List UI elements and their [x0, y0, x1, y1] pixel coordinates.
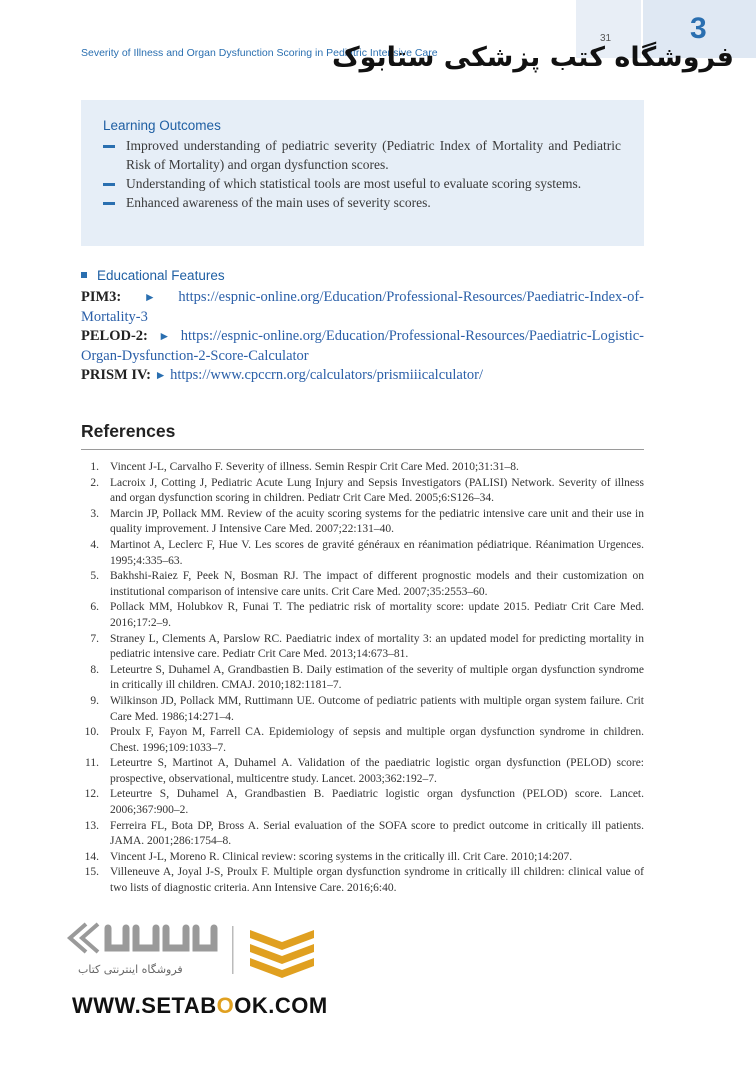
educational-features-label: Educational Features [97, 268, 225, 283]
reference-text: Martinot A, Leclerc F, Hue V. Les scores de gravité généraux en réanimation pédiatrique. Réanimation Urgences. 1995;4:335–63. [110, 538, 644, 567]
reference-text: Vincent J-L, Moreno R. Clinical review: scoring systems in the critically ill. Crit Care. 2010;14:207. [110, 850, 573, 863]
reference-text: Bakhshi-Raiez F, Peek N, Bosman RJ. The impact of different prognostic models and their customization on institutional comparison of intensive care units. Crit Care Med. 2007;35:2553–60. [110, 570, 644, 598]
reference-text: Proulx F, Fayon M, Farrell CA. Epidemiology of sepsis and multiple organ dysfunction syndrome in children. Chest. 1996;109:1033–7. [110, 726, 644, 754]
reference-number: 3. [90, 507, 99, 520]
reference-text: Leteurtre S, Martinot A, Duhamel A. Validation of the paediatric logistic organ dysfunction (PELOD) score: prospective, observational, multicentre study. Lancet. 2003;362:192–7. [110, 757, 644, 785]
learning-outcomes-box [81, 100, 644, 246]
outcome-item [103, 136, 621, 174]
educational-links [81, 288, 644, 386]
arrow-right-icon: ► [143, 290, 156, 304]
reference-item [81, 538, 644, 569]
reference-item [81, 694, 644, 725]
reference-number: 5. [90, 570, 99, 583]
reference-item [81, 756, 644, 787]
reference-text: Leteurtre S, Duhamel A, Grandbastien B. Daily estimation of the severity of multiple organ dysfunction syndrome in critically ill children. CMAJ. 2010;182:1181–7. [110, 663, 644, 692]
reference-text: Ferreira FL, Bota DP, Bross A. Serial evaluation of the SOFA score to predict outcome in critically ill patients. JAMA. 2001;286:1754–8. [110, 819, 644, 848]
reference-number: 2. [90, 476, 99, 489]
link-row-pelod2 [81, 327, 644, 366]
logo-url [72, 993, 328, 1019]
reference-item [81, 787, 644, 818]
reference-text: Marcin JP, Pollack MM. Review of the acuity scoring systems for the pediatric intensive care unit and their use in quality improvement. J Intensive Care Med. 2007;22:131–40. [110, 507, 644, 536]
link-label: PELOD-2: [81, 328, 148, 344]
reference-number: 14. [84, 850, 99, 863]
reference-number: 10. [84, 726, 99, 739]
outcome-text: Enhanced awareness of the main uses of severity scores. [126, 195, 431, 210]
square-bullet-icon [81, 272, 87, 278]
reference-item [81, 865, 644, 896]
reference-item [81, 663, 644, 694]
link-prism4[interactable]: https://www.cpccrn.org/calculators/prismiiicalculator/ [170, 367, 483, 383]
logo-subtitle: فروشگاه اینترنتی کتاب [78, 963, 183, 976]
book-stack-icon [250, 930, 314, 978]
reference-number: 9. [90, 694, 99, 707]
reference-number: 12. [84, 788, 99, 801]
logo-url-suffix: OK.COM [234, 993, 328, 1018]
link-pim3[interactable]: https://espnic-online.org/Education/Professional-Resources/Paediatric-Index-of-Mortality-3 [81, 289, 644, 325]
reference-item [81, 507, 644, 538]
link-label: PIM3: [81, 289, 122, 305]
outcome-text: Understanding of which statistical tools are most useful to evaluate scoring systems. [126, 176, 582, 191]
bullet-dash-icon [103, 202, 115, 205]
references-title: References [81, 421, 176, 441]
reference-number: 1. [90, 461, 99, 473]
educational-features-title [81, 268, 225, 283]
reference-number: 11. [85, 757, 99, 770]
reference-text: Straney L, Clements A, Parslow RC. Paediatric index of mortality 3: an updated model for predicting mortality in pediatric intensive care. Pediatr Crit Care Med. 2013;14:673–81. [110, 632, 644, 661]
running-title: Severity of Illness and Organ Dysfunction Scoring in Pediatric Intensive Care [81, 47, 438, 59]
page-number: 31 [600, 33, 612, 44]
reference-number: 8. [90, 663, 99, 676]
reference-text: Pollack MM, Holubkov R, Funai T. The pediatric risk of mortality score: update 2015. Pediatr Crit Care Med. 2016;17:2–9. [110, 601, 644, 629]
logo-wordmark-icon [108, 928, 214, 948]
reference-item [81, 850, 644, 866]
reference-number: 4. [90, 538, 99, 551]
reference-item [81, 569, 644, 600]
reference-number: 13. [84, 819, 99, 832]
reference-text: Villeneuve A, Joyal J-S, Proulx F. Multiple organ dysfunction syndrome in critically ill children: clinical value of two lists of diagnostic criteria. Ann Intensive Care. 2016;6:40. [110, 866, 644, 895]
reference-number: 7. [90, 632, 99, 645]
outcome-item [103, 174, 621, 193]
link-row-prism4 [81, 366, 644, 386]
reference-text: Lacroix J, Cotting J, Pediatric Acute Lung Injury and Sepsis Investigators (PALISI) Network. Severity of illness and organ dysfunction scoring in children. Pediatr Crit Care Med. 2005;6:S126–34. [110, 476, 644, 505]
logo-divider [232, 926, 234, 974]
reference-item [81, 476, 644, 507]
link-pelod2[interactable]: https://espnic-online.org/Education/Professional-Resources/Paediatric-Logistic-Organ-Dysfunction-2-Score-Calculator [81, 328, 645, 364]
learning-outcomes-title: Learning Outcomes [103, 118, 221, 133]
reference-item [81, 632, 644, 663]
arrow-right-icon: ► [154, 368, 167, 382]
learning-outcomes-list [103, 136, 621, 212]
outcome-item [103, 193, 621, 212]
reference-item [81, 600, 644, 631]
reference-item [81, 819, 644, 850]
reference-item [81, 460, 644, 476]
reference-number: 15. [84, 866, 99, 879]
reference-text: Leteurtre S, Duhamel A, Grandbastien B. Paediatric logistic organ dysfunction (PELOD) score. Lancet. 2006;367:900–2. [110, 788, 644, 817]
arrow-right-icon: ► [158, 329, 171, 343]
reference-item [81, 725, 644, 756]
logo-url-prefix: WWW.SETAB [72, 993, 217, 1018]
reference-text: Vincent J-L, Carvalho F. Severity of illness. Semin Respir Crit Care Med. 2010;31:31–8. [110, 461, 519, 473]
reference-number: 6. [90, 601, 99, 614]
references-list [81, 460, 644, 897]
outcome-text: Improved understanding of pediatric severity (Pediatric Index of Mortality and Pediatric Risk of Mortality) and organ dysfunction scores. [126, 138, 621, 172]
logo-url-o: O [216, 993, 235, 1018]
references-divider [81, 449, 644, 450]
chapter-number: 3 [690, 12, 707, 45]
bullet-dash-icon [103, 145, 115, 148]
logo-chevrons-icon [70, 924, 98, 952]
store-watermark: فروشگاه کتب پزشکی ستابوک [331, 42, 734, 73]
link-row-pim3 [81, 288, 644, 327]
bullet-dash-icon [103, 183, 115, 186]
link-label: PRISM IV: [81, 367, 151, 383]
reference-text: Wilkinson JD, Pollack MM, Ruttimann UE. Outcome of pediatric patients with multiple organ system failure. Crit Care Med. 1986;14:271–4. [110, 694, 644, 723]
